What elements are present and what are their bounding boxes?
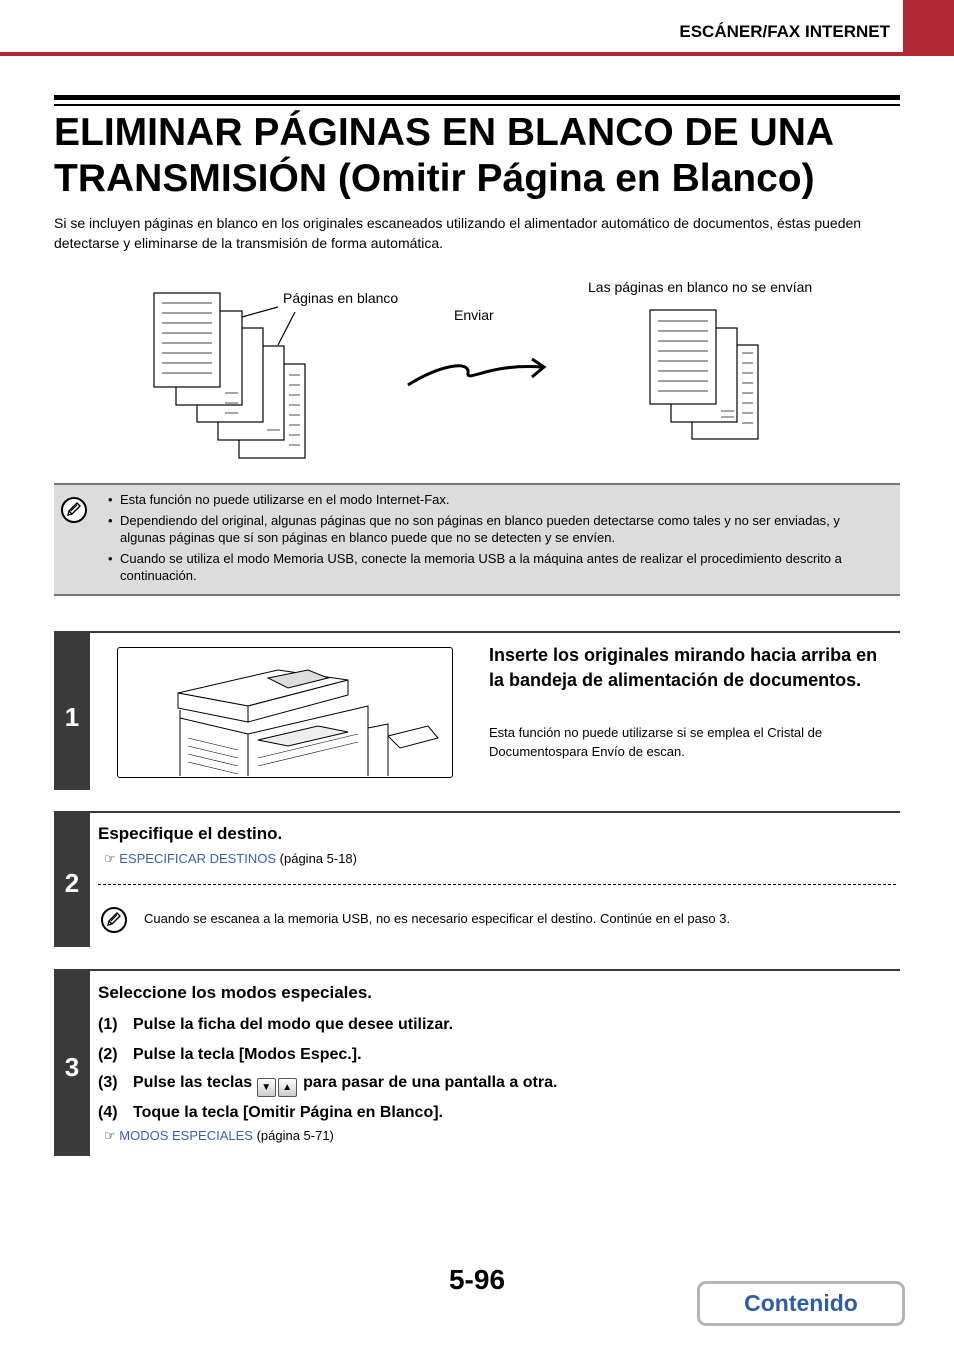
intro-paragraph: Si se incluyen páginas en blanco en los originales escaneados utilizando el alimentador automático de documentos, éstas pueden detectarse y eliminarse de la transmisión de forma automática. bbox=[54, 215, 862, 251]
step-3-rule bbox=[90, 969, 900, 971]
page-number: 5-96 bbox=[448, 1264, 506, 1295]
blank-pages-label: Páginas en blanco bbox=[283, 290, 399, 306]
title-rule-thin bbox=[54, 104, 900, 106]
step-1-text: Esta función no puede utilizarse si se emplea el Cristal de Documentospara Envío de escan. bbox=[489, 725, 823, 759]
send-label: Enviar bbox=[454, 307, 494, 323]
step-3-number: 3 bbox=[64, 1052, 80, 1082]
header-rule bbox=[0, 52, 954, 56]
sub-step-2: (2) Pulse la tecla [Modos Espec.]. bbox=[98, 1046, 362, 1063]
sub-step-1: (1) Pulse la ficha del modo que desee utilizar. bbox=[98, 1016, 454, 1033]
step-3-reference: ☞ MODOS ESPECIALES (página 5-71) bbox=[104, 1128, 334, 1143]
step-2-reference: ☞ ESPECIFICAR DESTINOS (página 5-18) bbox=[104, 851, 357, 866]
step-1-number: 1 bbox=[64, 702, 80, 732]
step-1-rule bbox=[90, 631, 900, 633]
section-title: ESCÁNER/FAX INTERNET bbox=[679, 22, 890, 41]
scroll-down-key-icon: ▼ bbox=[257, 1078, 276, 1097]
step-2-number: 2 bbox=[64, 868, 80, 898]
pointing-hand-icon: ☞ bbox=[104, 851, 116, 866]
sent-pages-stack bbox=[650, 310, 758, 439]
pencil-note-icon bbox=[101, 907, 127, 933]
modos-especiales-link[interactable]: MODOS ESPECIALES bbox=[119, 1128, 253, 1143]
note-item: • Esta función no puede utilizarse en el modo Internet-Fax. bbox=[108, 492, 450, 507]
especificar-destinos-link[interactable]: ESPECIFICAR DESTINOS bbox=[119, 851, 277, 866]
send-arrow bbox=[408, 366, 542, 385]
sub-step-3: (3) Pulse las teclas ▼ ▲ para pasar de una pantalla a otra. bbox=[98, 1074, 557, 1097]
machine-illustration bbox=[117, 647, 453, 778]
contents-button[interactable]: Contenido bbox=[697, 1281, 905, 1326]
header-tab bbox=[903, 0, 954, 55]
note-item: • Dependiendo del original, algunas páginas que no son páginas en blanco pueden detectarse como tales y no ser enviadas, y algunas páginas que sí son páginas en blanco puede que no se detecten y se envíen. bbox=[108, 513, 840, 545]
note-list bbox=[108, 491, 868, 588]
pointing-hand-icon: ☞ bbox=[104, 1128, 116, 1143]
step-2-note: Cuando se escanea a la memoria USB, no es necesario especificar el destino. Continúe en el paso 3. bbox=[144, 911, 731, 926]
step-2-heading: Especifique el destino. bbox=[98, 824, 283, 843]
dashed-divider bbox=[98, 884, 896, 885]
scroll-up-key-icon: ▲ bbox=[278, 1078, 297, 1097]
pencil-note-icon bbox=[61, 497, 87, 523]
step-3-heading: Seleccione los modos especiales. bbox=[98, 983, 373, 1002]
original-pages-stack bbox=[154, 293, 305, 458]
sub-step-4: (4) Toque la tecla [Omitir Página en Blanco]. bbox=[98, 1104, 443, 1121]
step-2-rule bbox=[90, 811, 900, 813]
step-1-heading: Inserte los originales mirando hacia arriba en la bandeja de alimentación de documentos. bbox=[489, 645, 878, 690]
page-title: ELIMINAR PÁGINAS EN BLANCO DE UNA TRANSMISIÓN (Omitir Página en Blanco) bbox=[54, 111, 833, 200]
title-rule-thick bbox=[54, 95, 900, 100]
not-sent-label: Las páginas en blanco no se envían bbox=[588, 279, 813, 295]
note-item: • Cuando se utiliza el modo Memoria USB, conecte la memoria USB a la máquina antes de realizar el procedimiento descrito a continuación. bbox=[108, 551, 842, 583]
